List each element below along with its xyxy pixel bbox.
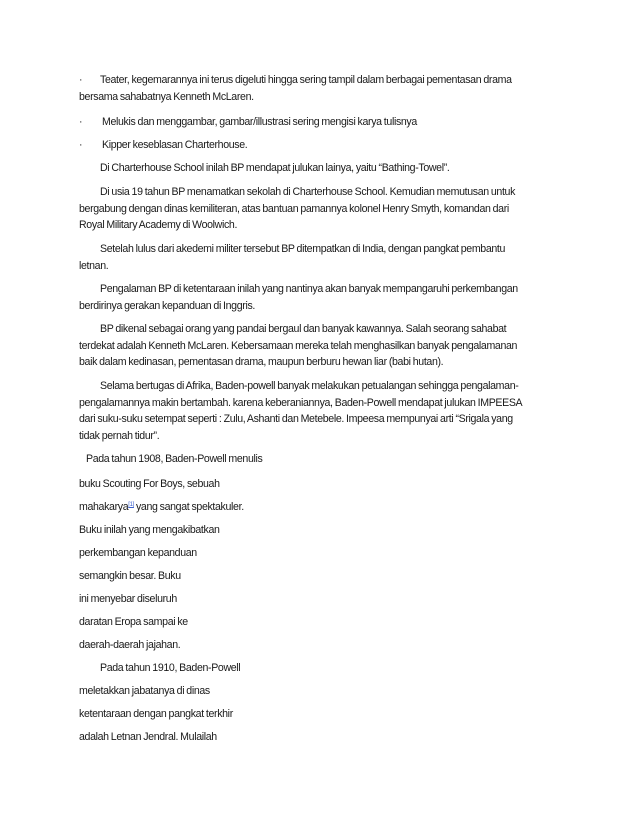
bullet-text-line: Kipper keseblasan Charterhouse.	[102, 139, 248, 151]
text-line: buku Scouting For Boys, sebuah	[79, 478, 220, 490]
paragraph-line: berdirinya gerakan kepanduan di Inggris.	[79, 300, 255, 312]
text-line: ketentaraan dengan pangkat terkhir	[79, 708, 233, 720]
paragraph-line: Royal Military Academy di Woolwich.	[79, 219, 238, 231]
bullet-text-line: Teater, kegemarannya ini terus digeluti hingga sering tampil dalam berbagai pementasan drama	[100, 74, 512, 86]
paragraph-line: Setelah lulus dari akedemi militer tersebut BP ditempatkan di India, dengan pangkat pembantu	[100, 243, 506, 255]
text-fragment: mahakarya	[79, 501, 129, 513]
text-line: Pada tahun 1910, Baden-Powell	[100, 662, 241, 674]
paragraph-line: terdekat adalah Kenneth McLaren. Kebersamaan mereka telah menghasilkan banyak pengalamanan	[79, 340, 518, 352]
text-line: Buku inilah yang mengakibatkan	[79, 524, 220, 536]
text-line: perkembangan kepanduan	[79, 547, 197, 559]
bullet-mark: ·	[79, 74, 83, 86]
text-line: semangkin besar. Buku	[79, 570, 181, 582]
text-line: Pada tahun 1908, Baden-Powell menulis	[86, 453, 263, 465]
paragraph-line: letnan.	[79, 260, 109, 272]
bullet-mark: ·	[79, 116, 83, 128]
text-line: daratan Eropa sampai ke	[79, 616, 188, 628]
text-line: adalah Letnan Jendral. Mulailah	[79, 731, 217, 743]
paragraph-line: Di usia 19 tahun BP menamatkan sekolah di Charterhouse School. Kemudian memutusan untuk	[100, 186, 516, 198]
paragraph-line: Selama bertugas di Afrika, Baden-powell banyak melakukan petualangan sehingga pengalaman-	[100, 380, 519, 392]
text-line: ini menyebar diseluruh	[79, 593, 177, 605]
paragraph-line: tidak pernah tidur”.	[79, 430, 160, 442]
text-line: daerah-daerah jajahan.	[79, 639, 181, 651]
paragraph-line: Di Charterhouse School inilah BP mendapat julukan lainya, yaitu “Bathing-Towel”.	[100, 162, 450, 174]
bullet-mark: ·	[79, 139, 83, 151]
bullet-text-line: bersama sahabatnya Kenneth McLaren.	[79, 91, 254, 103]
text-fragment: yang sangat spektakuler.	[133, 501, 244, 513]
paragraph-line: Pengalaman BP di ketentaraan inilah yang nantinya akan banyak mempangaruhi perkembangan	[100, 283, 518, 295]
footnote-reference-link[interactable]: [1]	[128, 502, 134, 508]
text-line: meletakkan jabatanya di dinas	[79, 685, 210, 697]
paragraph-line: dari suku-suku setempat seperti : Zulu, Ashanti dan Metebele. Impeesa mempunyai arti “Srigala yang	[79, 413, 513, 425]
paragraph-line: bergabung dengan dinas kemiliteran, atas bantuan pamannya kolonel Henry Smyth, komandan dari	[79, 203, 509, 215]
paragraph-line: baik dalam kedinasan, pementasan drama, maupun berburu hewan liar (babi hutan).	[79, 356, 444, 368]
paragraph-line: BP dikenal sebagai orang yang pandai bergaul dan banyak kawannya. Salah seorang sahabat	[100, 323, 507, 335]
bullet-text-line: Melukis dan menggambar, gambar/illustrasi sering mengisi karya tulisnya	[102, 116, 417, 128]
paragraph-line: pengalamannya makin bertambah. karena keberaniannya, Baden-Powell mendapat julukan IMPEESA	[79, 397, 523, 409]
text-line	[79, 500, 244, 514]
